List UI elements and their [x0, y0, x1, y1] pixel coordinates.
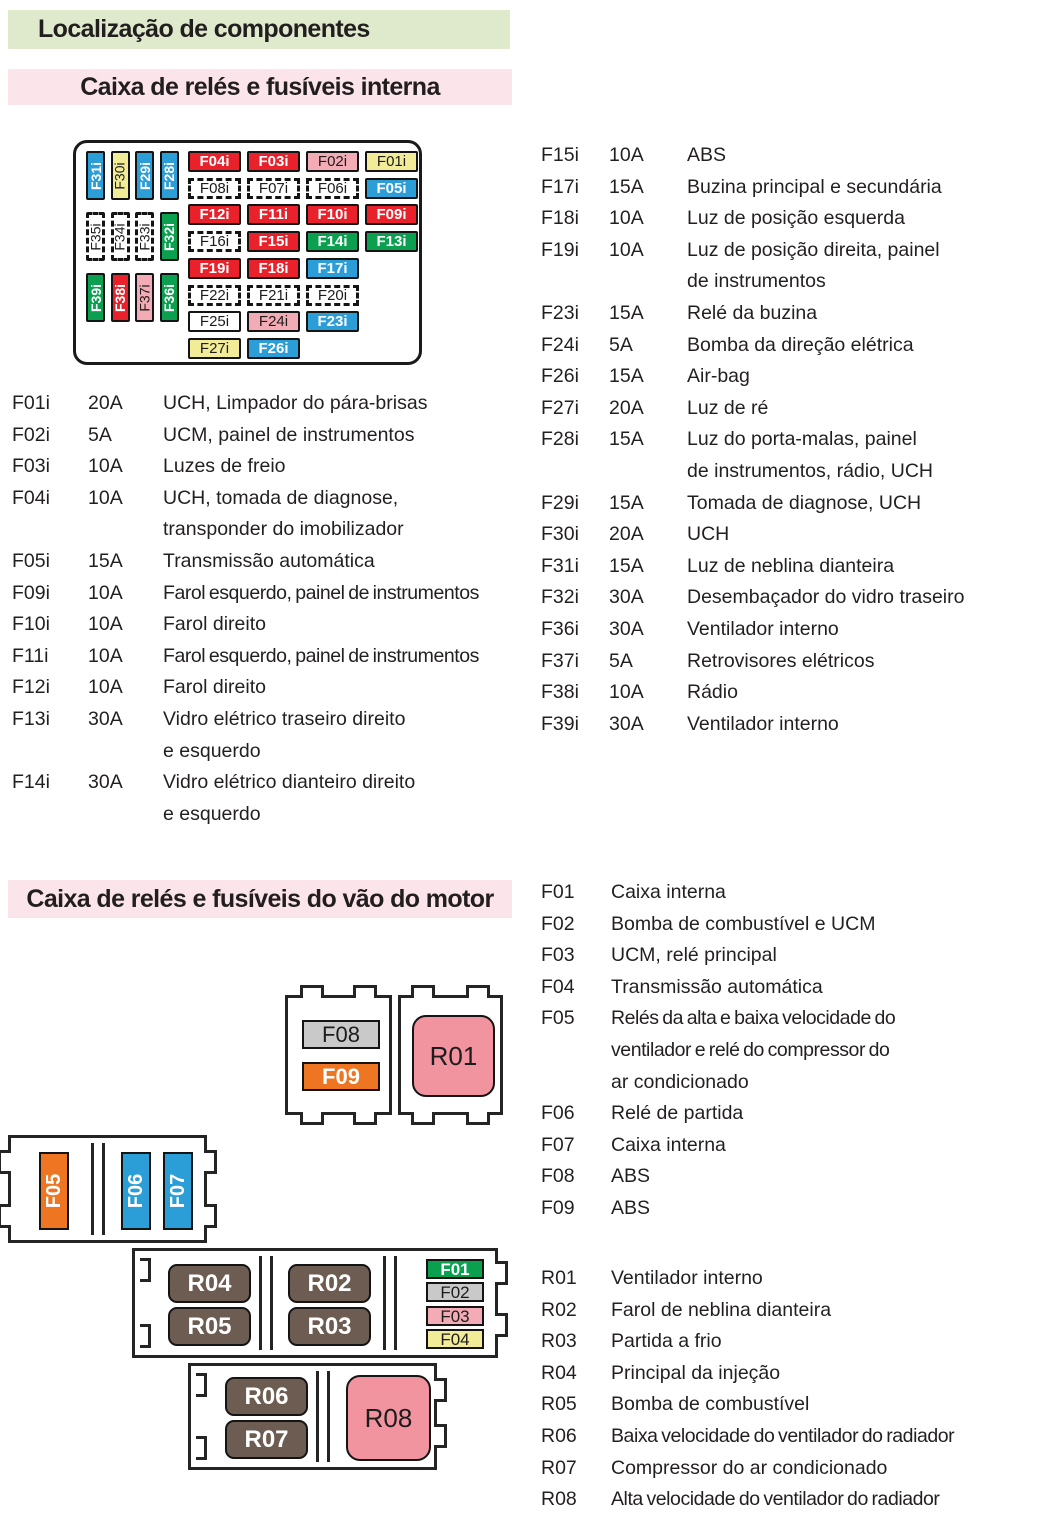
mount-tab	[411, 985, 435, 998]
fuse-amperage: 10A	[609, 144, 644, 166]
relay-list-row	[541, 1263, 1041, 1295]
corner-hook	[140, 1324, 151, 1348]
fuse-list-row	[541, 1193, 1041, 1225]
mount-tab	[411, 1112, 435, 1125]
fuse-F24i: F24i	[247, 311, 300, 332]
relay-code: R06	[541, 1424, 577, 1447]
fuse-F13i: F13i	[365, 231, 418, 252]
fuse-list-row	[541, 424, 1041, 487]
mount-tab	[466, 1112, 490, 1125]
fuse-F01i: F01i	[365, 151, 418, 172]
relay-code: R08	[541, 1488, 577, 1511]
fuse-code: F02i	[12, 423, 50, 446]
fuse-F32i: F32i	[160, 212, 179, 261]
motor-module-relays-upper	[132, 1248, 498, 1358]
fuse-description: Air-bag	[687, 365, 750, 388]
fuse-code: F30i	[541, 523, 579, 546]
fuse-code: F03	[541, 944, 575, 967]
relay-list-row	[541, 1295, 1041, 1327]
mount-tab	[0, 1204, 11, 1228]
relay-R02: R02	[288, 1264, 371, 1303]
fuse-list-row	[541, 614, 1041, 646]
fuse-list-row	[12, 388, 527, 420]
fuse-F33i: F33i	[135, 212, 154, 261]
relay-description: Farol de neblina dianteira	[611, 1298, 832, 1321]
relay-code: R03	[541, 1330, 577, 1353]
fuse-amperage: 30A	[609, 712, 644, 735]
fuse-code: F09	[541, 1196, 575, 1219]
fuse-code: F13i	[12, 707, 50, 730]
fuse-code: F32i	[541, 586, 579, 609]
fuse-amperage: 20A	[88, 392, 123, 414]
relay-list-row	[541, 1453, 1041, 1485]
fuse-list-row	[541, 1130, 1041, 1162]
fuse-amperage: 5A	[609, 333, 633, 356]
fuse-amperage: 15A	[609, 175, 644, 198]
fuse-description: Farol esquerdo, painel de instrumentos	[163, 581, 479, 604]
fuse-code: F28i	[541, 428, 579, 451]
module-divider	[316, 1371, 330, 1462]
fuse-list-row	[541, 203, 1041, 235]
fuse-code: F23i	[541, 301, 579, 324]
fuse-description: Farol esquerdo, painel de instrumentos	[163, 644, 479, 667]
motor-module-f08-f09	[285, 995, 392, 1115]
fuse-list-row	[541, 677, 1041, 709]
fuse-F17i: F17i	[306, 258, 359, 279]
motor-relay-list	[541, 1263, 1041, 1516]
relay-description: Baixa velocidade do ventilador do radiador	[611, 1424, 955, 1447]
mount-tab	[0, 1150, 11, 1174]
fuse-list-row	[12, 704, 527, 767]
fuse-code: F06	[541, 1102, 575, 1125]
fuse-amperage: 30A	[88, 771, 123, 794]
fuse-code: F05i	[12, 549, 50, 572]
fuse-description: Desembaçador do vidro traseiro	[687, 586, 965, 609]
fuse-description: Caixa interna	[611, 881, 726, 903]
module-divider	[91, 1143, 105, 1235]
fuse-description: Luz de neblina dianteira	[687, 554, 895, 577]
fuse-F36i: F36i	[160, 273, 179, 322]
relay-description: Alta velocidade do ventilador do radiador	[611, 1488, 940, 1511]
fuse-code: F24i	[541, 333, 579, 356]
mount-tab	[204, 1204, 217, 1228]
fuse-description: Transmissão automática	[163, 549, 375, 572]
fuse-description: Farol direito	[163, 676, 266, 699]
fuse-list-row	[541, 1161, 1041, 1193]
fuse-list-row	[541, 582, 1041, 614]
fuse-F01: F01	[426, 1259, 484, 1279]
fuse-F16i: F16i	[188, 231, 241, 252]
fuse-code: F14i	[12, 771, 50, 794]
fuse-amperage: 30A	[609, 586, 644, 609]
fuse-amperage: 10A	[88, 613, 123, 636]
relay-list-row	[541, 1421, 1041, 1453]
fuse-F20i: F20i	[306, 285, 359, 306]
fuse-list-row	[12, 483, 527, 546]
corner-hook	[196, 1373, 207, 1397]
fuse-code: F01	[541, 881, 575, 903]
motor-module-relays-lower	[188, 1363, 437, 1470]
fuse-description: UCH, Limpador do pára-brisas	[163, 392, 428, 414]
fuse-list-row	[541, 909, 1041, 941]
relay-list-row	[541, 1358, 1041, 1390]
fuse-list-row	[541, 551, 1041, 583]
fuse-list-row	[12, 767, 527, 830]
section-title-interna-bar	[8, 69, 512, 105]
fuse-list-row	[541, 972, 1041, 1004]
relay-list-row	[541, 1389, 1041, 1421]
relay-R08: R08	[346, 1375, 431, 1461]
relay-code: R02	[541, 1298, 577, 1321]
fuse-description: Luz do porta-malas, painel de instrumentos, rádio, UCH	[687, 428, 934, 482]
fuse-code: F18i	[541, 207, 579, 230]
mount-tab	[353, 1112, 377, 1125]
fuse-description: Luz de posição direita, painel de instrumentos	[687, 238, 940, 293]
fuse-code: F04i	[12, 486, 50, 509]
page-title-bar	[8, 10, 510, 49]
fuse-description: ABS	[687, 144, 727, 166]
module-divider	[259, 1256, 273, 1350]
fuse-amperage: 5A	[88, 423, 112, 446]
fuse-list-row	[541, 940, 1041, 972]
fuse-code: F01i	[12, 392, 50, 414]
fuse-list-row	[541, 1098, 1041, 1130]
fuse-F18i: F18i	[247, 258, 300, 279]
fuse-F31i: F31i	[86, 151, 105, 200]
relay-R05: R05	[168, 1307, 251, 1346]
fuse-code: F17i	[541, 175, 579, 198]
fuse-code: F02	[541, 912, 575, 935]
mount-tab	[353, 985, 377, 998]
fuse-F02i: F02i	[306, 151, 359, 172]
fuse-amperage: 10A	[88, 581, 123, 604]
fuse-list-row	[541, 361, 1041, 393]
fuse-description: Ventilador interno	[687, 617, 839, 640]
mount-tab	[300, 985, 324, 998]
fuse-F21i: F21i	[247, 285, 300, 306]
relay-code: R04	[541, 1361, 577, 1384]
interna-fuse-list-right	[541, 140, 1041, 740]
fuse-list-row	[12, 672, 527, 704]
fuse-amperage: 20A	[609, 523, 644, 546]
fuse-amperage: 30A	[88, 707, 123, 730]
fuse-F09i: F09i	[365, 204, 418, 225]
fuse-amperage: 10A	[88, 455, 123, 478]
relay-description: Compressor do ar condicionado	[611, 1456, 888, 1479]
relay-R01: R01	[412, 1015, 495, 1097]
fuse-code: F27i	[541, 396, 579, 419]
interna-fusebox-diagram	[73, 140, 422, 365]
fuse-F06i: F06i	[306, 178, 359, 199]
relay-description: Ventilador interno	[611, 1267, 763, 1289]
mount-tab	[495, 1261, 508, 1285]
fuse-F29i: F29i	[135, 151, 154, 200]
relay-code: R05	[541, 1393, 577, 1416]
fuse-F09: F09	[302, 1062, 380, 1091]
relay-description: Principal da injeção	[611, 1361, 781, 1384]
fuse-description: Luz de ré	[687, 396, 769, 419]
fuse-F08: F08	[302, 1020, 380, 1049]
fuse-F11i: F11i	[247, 204, 300, 225]
section-title-interna: Caixa de relés e fusíveis interna	[80, 72, 440, 101]
fuse-amperage: 10A	[88, 676, 123, 699]
fuse-amperage: 10A	[609, 238, 644, 261]
fuse-code: F39i	[541, 712, 579, 735]
fuse-amperage: 15A	[609, 491, 644, 514]
relay-list-row	[541, 1484, 1041, 1516]
fuse-code: F04	[541, 975, 575, 998]
fuse-amperage: 15A	[609, 365, 644, 388]
fuse-F35i: F35i	[86, 212, 105, 261]
fuse-F05: F05	[39, 1152, 69, 1230]
relay-description: Partida a frio	[611, 1330, 722, 1353]
mount-tab	[434, 1424, 447, 1448]
fuse-code: F15i	[541, 144, 579, 166]
corner-hook	[196, 1436, 207, 1460]
fuse-code: F26i	[541, 365, 579, 388]
fuse-F05i: F05i	[365, 178, 418, 199]
fuse-description: Caixa interna	[611, 1133, 726, 1156]
fuse-code: F37i	[541, 649, 579, 672]
fuse-F08i: F08i	[188, 178, 241, 199]
fuse-F22i: F22i	[188, 285, 241, 306]
fuse-F12i: F12i	[188, 204, 241, 225]
motor-fuse-list	[541, 877, 1041, 1225]
fuse-description: UCH, tomada de diagnose, transponder do imobilizador	[163, 486, 404, 541]
fuse-code: F09i	[12, 581, 50, 604]
relay-R03: R03	[288, 1307, 371, 1346]
corner-hook	[140, 1258, 151, 1282]
fuse-list-row	[12, 451, 527, 483]
fuse-list-row	[12, 420, 527, 452]
fuse-code: F38i	[541, 681, 579, 704]
section-title-motor: Caixa de relés e fusíveis do vão do motor	[26, 884, 494, 913]
fuse-code: F11i	[12, 644, 49, 667]
fuse-F26i: F26i	[247, 338, 300, 359]
fuse-list-row	[12, 641, 527, 673]
fuse-amperage: 5A	[609, 649, 633, 672]
fuse-list-row	[12, 546, 527, 578]
mount-tab	[300, 1112, 324, 1125]
motor-module-f05-f07	[8, 1135, 207, 1243]
fuse-code: F19i	[541, 238, 579, 261]
fuse-list-row	[541, 1003, 1041, 1098]
fuse-list-row	[541, 393, 1041, 425]
fuse-description: Relé de partida	[611, 1102, 744, 1125]
fuse-description: Luzes de freio	[163, 455, 286, 478]
fuse-amperage: 15A	[609, 554, 644, 577]
fuse-list-row	[541, 298, 1041, 330]
fuse-F15i: F15i	[247, 231, 300, 252]
fuse-amperage: 15A	[88, 549, 123, 572]
fuse-list-row	[541, 519, 1041, 551]
fuse-description: Relés da alta e baixa velocidade do ventilador e relé do compressor do ar condicionado	[611, 1007, 896, 1093]
page-title: Localização de componentes	[38, 15, 370, 43]
section-title-motor-bar	[8, 880, 512, 918]
fuse-code: F03i	[12, 455, 50, 478]
fuse-code: F08	[541, 1165, 575, 1188]
fuse-code: F31i	[541, 554, 579, 577]
fuse-F39i: F39i	[86, 273, 105, 322]
fuse-F06: F06	[121, 1152, 151, 1230]
fuse-description: Rádio	[687, 681, 738, 704]
relay-code: R07	[541, 1456, 577, 1479]
fuse-description: Bomba da direção elétrica	[687, 333, 914, 356]
fuse-list-row	[12, 578, 527, 610]
fuse-description: Relé da buzina	[687, 301, 818, 324]
fuse-description: Transmissão automática	[611, 975, 823, 998]
fuse-description: ABS	[611, 1196, 651, 1219]
fuse-F30i: F30i	[111, 151, 130, 200]
fuse-F04i: F04i	[188, 151, 241, 172]
fuse-F07i: F07i	[247, 178, 300, 199]
fuse-list-row	[541, 140, 1041, 172]
fuse-list-row	[541, 172, 1041, 204]
fuse-F28i: F28i	[160, 151, 179, 200]
interna-fuse-list-left	[12, 388, 527, 830]
fuse-amperage: 10A	[88, 486, 123, 509]
fuse-description: Ventilador interno	[687, 712, 839, 735]
relay-R07: R07	[225, 1420, 308, 1459]
fuse-description: Vidro elétrico dianteiro direito e esquerdo	[163, 771, 416, 825]
fuse-code: F36i	[541, 617, 579, 640]
fuse-description: ABS	[611, 1165, 651, 1188]
module-divider	[383, 1256, 397, 1350]
fuse-F37i: F37i	[135, 273, 154, 322]
relay-code: R01	[541, 1267, 577, 1289]
fuse-F02: F02	[426, 1282, 484, 1302]
fuse-description: Retrovisores elétricos	[687, 649, 875, 672]
fuse-amperage: 15A	[609, 301, 644, 324]
fuse-description: Bomba de combustível e UCM	[611, 912, 876, 935]
fuse-code: F07	[541, 1133, 575, 1156]
relay-R06: R06	[225, 1377, 308, 1416]
fuse-amperage: 10A	[609, 207, 644, 230]
fuse-description: Buzina principal e secundária	[687, 175, 942, 198]
motor-module-r01	[398, 995, 503, 1115]
fuse-code: F05	[541, 1007, 575, 1030]
fuse-F25i: F25i	[188, 311, 241, 332]
relay-list-row	[541, 1326, 1041, 1358]
fuse-F34i: F34i	[111, 212, 130, 261]
fuse-description: UCM, painel de instrumentos	[163, 423, 415, 446]
fuse-description: UCM, relé principal	[611, 944, 777, 967]
fuse-F23i: F23i	[306, 311, 359, 332]
fuse-list-row	[541, 330, 1041, 362]
relay-description: Bomba de combustível	[611, 1393, 810, 1416]
mount-tab	[466, 985, 490, 998]
fuse-F38i: F38i	[111, 273, 130, 322]
fuse-amperage: 30A	[609, 617, 644, 640]
fuse-F04: F04	[426, 1329, 484, 1349]
mount-tab	[434, 1378, 447, 1402]
fuse-description: Luz de posição esquerda	[687, 207, 905, 230]
fuse-list-row	[541, 877, 1041, 909]
fuse-list-row	[541, 646, 1041, 678]
fuse-list-row	[12, 609, 527, 641]
fuse-list-row	[541, 709, 1041, 741]
fuse-list-row	[541, 235, 1041, 298]
relay-R04: R04	[168, 1264, 251, 1303]
fuse-F27i: F27i	[188, 338, 241, 359]
fuse-code: F29i	[541, 491, 579, 514]
fuse-description: UCH	[687, 523, 730, 546]
fuse-amperage: 10A	[88, 644, 123, 667]
fuse-F07: F07	[163, 1152, 193, 1230]
mount-tab	[204, 1150, 217, 1174]
fuse-amperage: 20A	[609, 396, 644, 419]
fuse-F19i: F19i	[188, 258, 241, 279]
fuse-amperage: 15A	[609, 428, 644, 451]
fuse-code: F10i	[12, 613, 50, 636]
fuse-list-row	[541, 488, 1041, 520]
fuse-F14i: F14i	[306, 231, 359, 252]
fuse-F10i: F10i	[306, 204, 359, 225]
fuse-description: Vidro elétrico traseiro direito e esquerdo	[163, 707, 406, 762]
fuse-code: F12i	[12, 676, 50, 699]
fuse-description: Farol direito	[163, 613, 266, 636]
mount-tab	[495, 1313, 508, 1337]
fuse-amperage: 10A	[609, 681, 644, 704]
fuse-F03: F03	[426, 1306, 484, 1326]
fuse-F03i: F03i	[247, 151, 300, 172]
fuse-description: Tomada de diagnose, UCH	[687, 491, 922, 514]
